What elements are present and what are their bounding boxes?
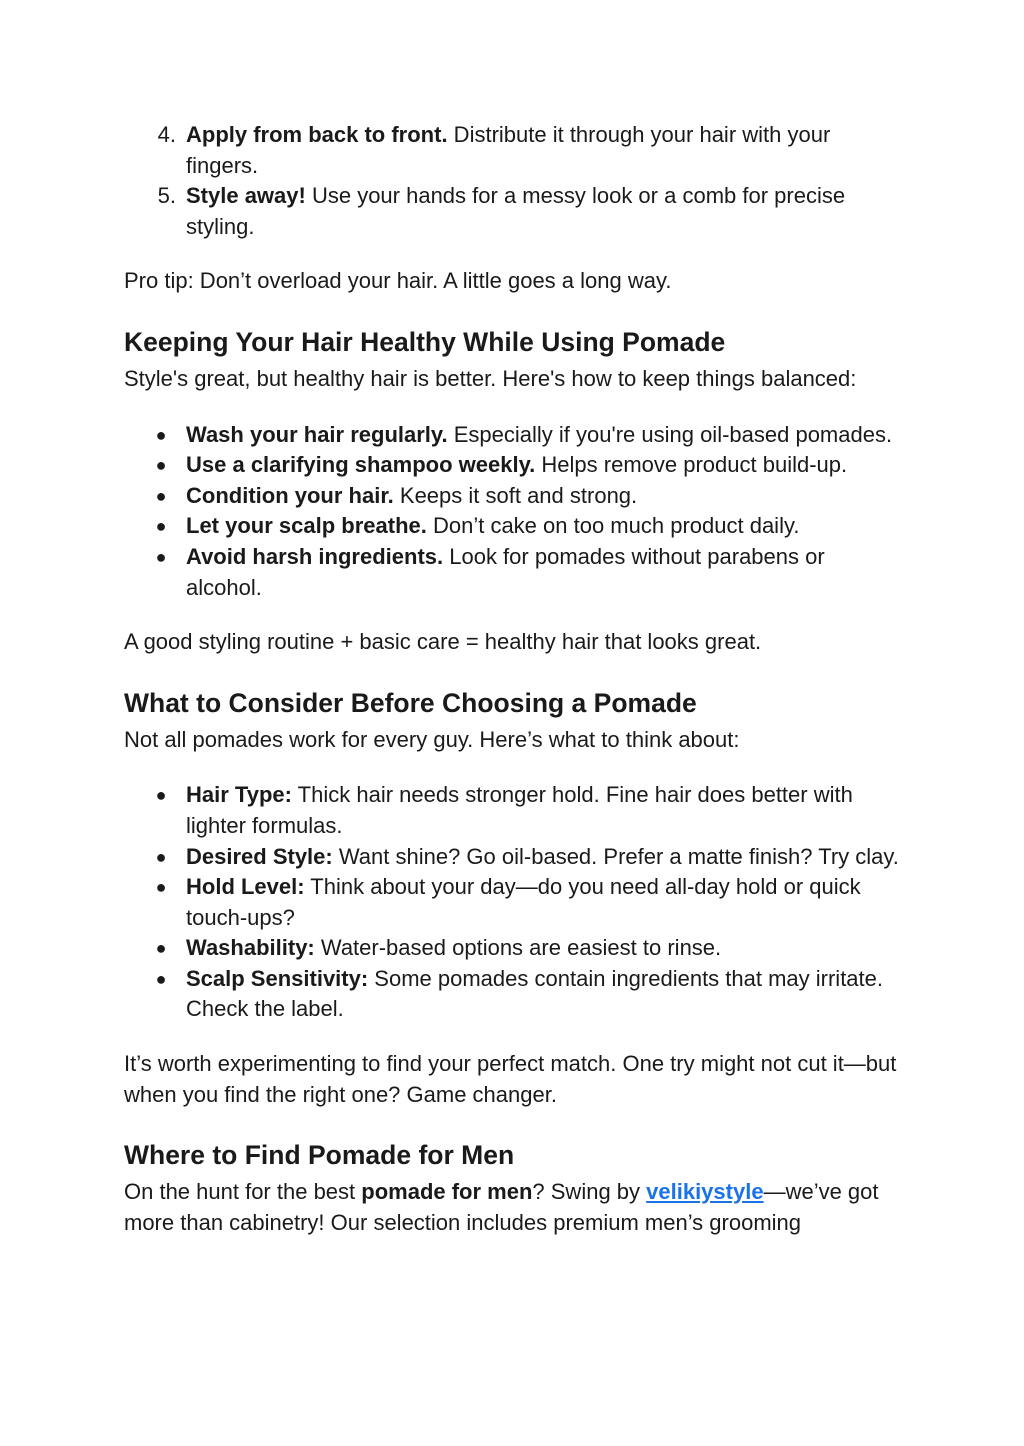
bullet-icon: ●	[155, 424, 167, 445]
item-text: Don’t cake on too much product daily.	[426, 513, 800, 539]
bullet-icon: ●	[155, 846, 167, 867]
list-item	[124, 780, 904, 841]
bullet-icon: ●	[155, 877, 167, 898]
item-text: Think about your day—do you need all-day hold or quick touch-ups?	[186, 874, 861, 930]
bullet-icon: ●	[155, 785, 167, 806]
pro-tip: Pro tip: Don’t overload your hair. A little goes a long way.	[124, 268, 672, 294]
heading-healthy-hair: Keeping Your Hair Healthy While Using Pomade	[124, 326, 726, 357]
item-text: Thick hair needs stronger hold. Fine hair does better with lighter formulas.	[186, 782, 853, 838]
list-item	[124, 450, 904, 481]
item-bold: Washability:	[186, 935, 315, 961]
step-item	[124, 120, 904, 181]
step-bold: Apply from back to front.	[186, 122, 448, 147]
consider-outro: It’s worth experimenting to find your perfect match. One try might not cut it—but when you find the right one? Game changer.	[124, 1051, 897, 1107]
bullet-icon: ●	[155, 485, 167, 506]
step-number: 4.	[157, 122, 176, 147]
item-text: Some pomades contain ingredients that may irritate. Check the label.	[186, 965, 884, 1022]
item-text: Especially if you're using oil-based pomades.	[447, 421, 893, 447]
document-page	[124, 120, 904, 1238]
step-item	[124, 181, 904, 242]
where-text-start: On the hunt for the best	[124, 1179, 362, 1205]
list-item	[124, 842, 904, 873]
where-text-end: —we’ve got more than cabinetry! Our selection includes premium men’s grooming	[124, 1179, 879, 1235]
list-item	[124, 511, 904, 542]
step-text: Use your hands for a messy look or a comb for precise styling.	[186, 183, 846, 239]
list-item	[124, 542, 904, 603]
velikiystyle-link[interactable]: velikiystyle	[646, 1179, 764, 1205]
list-item	[124, 933, 904, 964]
item-bold: Hair Type:	[186, 782, 292, 808]
bullet-icon: ●	[155, 938, 167, 959]
bullet-icon: ●	[155, 968, 167, 989]
item-text: Water-based options are easiest to rinse.	[314, 935, 722, 961]
heading-consider: What to Consider Before Choosing a Pomade	[124, 687, 697, 718]
item-text: Look for pomades without parabens or alcohol.	[186, 543, 825, 600]
consider-intro: Not all pomades work for every guy. Here’s what to think about:	[124, 726, 740, 752]
bullet-icon: ●	[155, 516, 167, 537]
where-text-mid: ? Swing by	[532, 1179, 647, 1205]
consider-list	[124, 780, 904, 1025]
bullet-icon: ●	[155, 546, 167, 567]
healthy-intro: Style's great, but healthy hair is better. Here's how to keep things balanced:	[124, 365, 857, 391]
list-item	[124, 872, 904, 933]
healthy-outro: A good styling routine + basic care = healthy hair that looks great.	[124, 629, 762, 655]
where-paragraph	[124, 1177, 904, 1238]
bullet-icon: ●	[155, 455, 167, 476]
item-bold: Desired Style:	[186, 843, 333, 869]
item-text: Keeps it soft and strong.	[393, 482, 638, 508]
healthy-tips-list	[124, 420, 904, 604]
where-bold-keyword: pomade for men	[361, 1179, 533, 1205]
list-item	[124, 481, 904, 512]
step-bold: Style away!	[186, 183, 306, 209]
item-bold: Hold Level:	[186, 874, 305, 900]
step-text: Distribute it through your hair with your fingers.	[186, 122, 831, 178]
item-text: Want shine? Go oil-based. Prefer a matte finish? Try clay.	[332, 843, 899, 869]
heading-where-to-find: Where to Find Pomade for Men	[124, 1140, 515, 1171]
item-bold: Use a clarifying shampoo weekly.	[186, 452, 536, 478]
list-item	[124, 420, 904, 451]
steps-list	[124, 120, 904, 242]
item-bold: Let your scalp breathe.	[186, 513, 427, 539]
item-text: Helps remove product build-up.	[535, 452, 848, 478]
step-number: 5.	[157, 183, 176, 209]
list-item	[124, 964, 904, 1025]
item-bold: Wash your hair regularly.	[186, 421, 448, 447]
item-bold: Condition your hair.	[186, 482, 394, 508]
item-bold: Avoid harsh ingredients.	[186, 543, 444, 569]
item-bold: Scalp Sensitivity:	[186, 965, 369, 991]
